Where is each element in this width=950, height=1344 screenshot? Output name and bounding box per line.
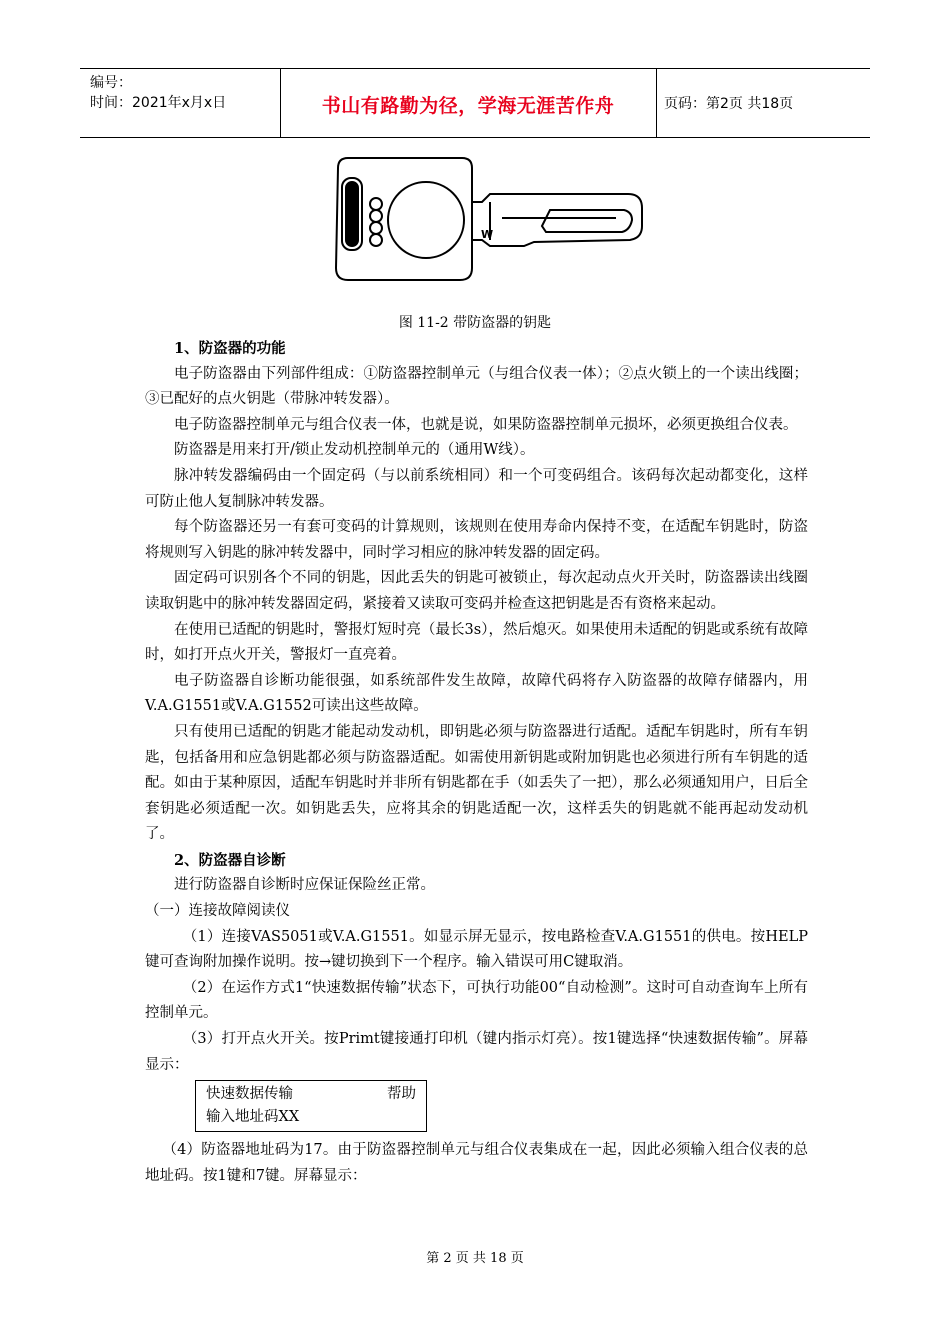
page-footer: 第 2 页 共 18 页 [426,1251,524,1266]
paragraph: 电子防盗器控制单元与组合仪表一体，也就是说，如果防盗器控制单元损坏，必须更换组合仪表。 [174,416,798,433]
key-illustration [324,150,648,290]
paragraph: 防盗器是用来打开/锁止发动机控制单元的（通用W线）。 [174,442,535,459]
screen-line-2: 输入地址码XX [206,1109,300,1126]
document-body [145,336,808,1189]
key-drawing [324,150,648,290]
paragraph: 电子防盗器由下列部件组成：①防盗器控制单元（与组合仪表一体）；②点火锁上的一个读出线圈；③已配好的点火钥匙（带脉冲转发器）。 [145,365,808,408]
key-mark-text: W [481,228,494,241]
subsection-heading: （一）连接故障阅读仪 [145,903,290,920]
paragraph: （2）在运作方式1“快速数据传输”状态下，可执行功能00“自动检测”。这时可自动查询车上所有控制单元。 [145,979,808,1022]
header-divider [656,69,657,137]
paragraph: 进行防盗器自诊断时应保证保险丝正常。 [174,877,435,894]
document-date: 时间：2021年x月x日 [90,95,227,111]
paragraph: 每个防盗器还另一有套可变码的计算规则，该规则在使用寿命内保持不变，在适配车钥匙时，防盗将规则写入钥匙的脉冲转发器中，同时学习相应的脉冲转发器的固定码。 [145,519,808,561]
paragraph: 固定码可识别各个不同的钥匙，因此丢失的钥匙可被锁止，每次起动点火开关时，防盗器读出线圈读取钥匙中的脉冲转发器固定码，紧接着又读取可变码并检查这把钥匙是否有资格来起动。 [145,570,808,612]
paragraph: 电子防盗器自诊断功能很强，如系统部件发生故障，故障代码将存入防盗器的故障存储器内，用V.A.G1551或V.A.G1552可读出这些故障。 [145,672,808,715]
section-heading: 1、防盗器的功能 [174,340,286,357]
figure-caption: 图 11-2 带防盗器的钥匙 [398,315,552,331]
document-number-label: 编号： [90,75,132,91]
paragraph: （1）连接VAS5051或V.A.G1551。如显示屏无显示，按电路检查V.A.G1551的供电。按HELP键可查询附加操作说明。按→键切换到下一个程序。输入错误可用C键取消。 [145,928,808,971]
header-meta [90,73,280,113]
screen-help: 帮助 [387,1086,416,1103]
section-heading: 2、防盗器自诊断 [174,851,286,869]
header-motto: 书山有路勤为径，学海无涯苦作舟 [321,95,615,117]
screen-display-box [195,1080,427,1132]
paragraph: （3）打开点火开关。按Primt键接通打印机（键内指示灯亮）。按1键选择“快速数据传输”。屏幕显示： [145,1031,808,1073]
paragraph: 只有使用已适配的钥匙才能起动发动机，即钥匙必须与防盗器进行适配。适配车钥匙时，所有车钥匙，包括备用和应急钥匙都必须与防盗器适配。如需使用新钥匙或附加钥匙也必须进行所有车钥匙的适配。如由于某种原因，适配车钥匙时并非所有钥匙都在手（如丢失了一把），那么必须通知用户，日后全套钥匙必须适配一次。如钥匙丢失，应将其余的钥匙适配一次，这样丢失的钥匙就不能再起动发动机了。 [145,723,808,843]
paragraph: 在使用已适配的钥匙时，警报灯短时亮（最长3s），然后熄灭。如果使用未适配的钥匙或系统有故障时，如打开点火开关，警报灯一直亮着。 [145,621,808,664]
paragraph: 脉冲转发器编码由一个固定码（与以前系统相同）和一个可变码组合。该码每次起动都变化，这样可防止他人复制脉冲转发器。 [145,467,808,510]
screen-line-1: 快速数据传输 [206,1086,293,1103]
page-header [80,68,870,138]
paragraph: （4）防盗器地址码为17。由于防盗器控制单元与组合仪表集成在一起，因此必须输入组合仪表的总地址码。按1键和7键。屏幕显示： [145,1142,808,1184]
header-page-info: 页码：第2页 共18页 [664,96,794,112]
